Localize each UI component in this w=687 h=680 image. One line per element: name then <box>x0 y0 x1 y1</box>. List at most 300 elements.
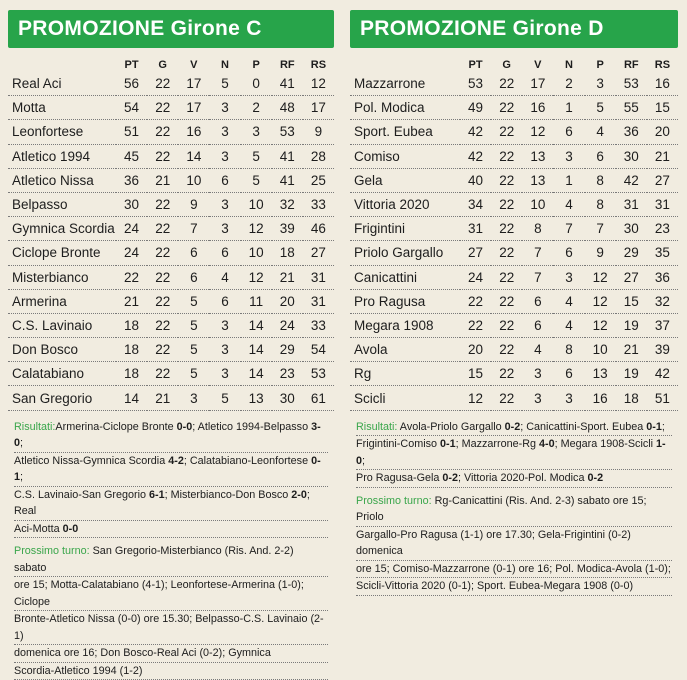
results-line <box>14 521 328 539</box>
table-row <box>8 168 334 192</box>
stat-v: 13 <box>522 168 553 192</box>
team-name: Avola <box>350 338 460 362</box>
stat-pt: 18 <box>116 313 147 337</box>
stat-pt: 20 <box>460 338 491 362</box>
match-score: 0-1 <box>440 438 456 451</box>
stat-pt: 22 <box>116 265 147 289</box>
stat-g: 22 <box>147 338 178 362</box>
stat-g: 22 <box>147 265 178 289</box>
table-row <box>8 289 334 313</box>
results-line <box>356 470 672 488</box>
match-text: ; Vittoria 2020-Pol. Modica <box>458 472 588 485</box>
stat-rf: 30 <box>272 386 303 410</box>
column-header-p: P <box>252 59 260 71</box>
stat-n: 5 <box>209 386 240 410</box>
stat-g: 22 <box>491 120 522 144</box>
stat-rs: 16 <box>647 72 678 96</box>
match-text: ; <box>362 454 366 467</box>
results-line <box>14 419 328 453</box>
stat-g: 22 <box>491 96 522 120</box>
match-score: 6-1 <box>149 488 165 501</box>
match-text: Aci-Motta <box>14 522 63 535</box>
table-row <box>350 144 678 168</box>
stat-g: 22 <box>491 362 522 386</box>
table-row <box>8 192 334 216</box>
match-score: 4-0 <box>539 438 555 451</box>
results-label: Risultati: <box>14 420 56 433</box>
stat-pt: 34 <box>460 192 491 216</box>
table-row <box>350 72 678 96</box>
stat-p: 13 <box>585 362 616 386</box>
team-name: Leonfortese <box>8 120 116 144</box>
stat-g: 22 <box>491 265 522 289</box>
match-score: 4-2 <box>168 454 184 467</box>
stat-rs: 53 <box>303 362 334 386</box>
stat-pt: 40 <box>460 168 491 192</box>
stat-v: 13 <box>522 144 553 168</box>
stat-n: 5 <box>209 72 240 96</box>
stat-rs: 51 <box>647 386 678 410</box>
stat-g: 22 <box>147 313 178 337</box>
stat-n: 3 <box>209 338 240 362</box>
team-name: Pol. Modica <box>350 96 460 120</box>
girone-d-standings-table <box>350 48 678 411</box>
table-row <box>8 144 334 168</box>
table-row <box>8 96 334 120</box>
team-name: Priolo Gargallo <box>350 241 460 265</box>
stat-pt: 22 <box>460 289 491 313</box>
stat-rf: 19 <box>616 313 647 337</box>
next-round-text: Bronte-Atletico Nissa (0-0) ore 15.30; Belpasso-C.S. Lavinaio (2-1) <box>14 613 324 642</box>
stat-rf: 21 <box>272 265 303 289</box>
stat-v: 6 <box>178 241 209 265</box>
stat-rf: 18 <box>616 386 647 410</box>
header-team-blank <box>8 48 116 72</box>
next-round-line <box>14 577 328 611</box>
team-name: Don Bosco <box>8 338 116 362</box>
header-team-blank <box>350 48 460 72</box>
stat-pt: 18 <box>116 338 147 362</box>
stat-rs: 21 <box>647 144 678 168</box>
stat-v: 7 <box>522 265 553 289</box>
stat-p: 2 <box>241 96 272 120</box>
stat-p: 11 <box>241 289 272 313</box>
match-text: ; Calatabiano-Leonfortese <box>183 454 312 467</box>
stat-p: 13 <box>241 386 272 410</box>
stat-pt: 45 <box>116 144 147 168</box>
table-row <box>350 168 678 192</box>
match-text: ; Mazzarrone-Rg <box>455 438 540 451</box>
stat-rs: 54 <box>303 338 334 362</box>
next-round-line <box>14 543 328 577</box>
column-header-rf: RF <box>279 59 295 71</box>
table-row <box>8 338 334 362</box>
stat-pt: 31 <box>460 217 491 241</box>
stat-rs: 33 <box>303 313 334 337</box>
stat-rf: 27 <box>616 265 647 289</box>
stat-g: 22 <box>147 217 178 241</box>
match-score: 2-0 <box>291 488 307 501</box>
stat-pt: 24 <box>460 265 491 289</box>
stat-p: 3 <box>241 120 272 144</box>
stat-rf: 24 <box>272 313 303 337</box>
stat-g: 21 <box>147 386 178 410</box>
stat-pt: 42 <box>460 120 491 144</box>
stat-g: 22 <box>491 72 522 96</box>
table-row <box>8 313 334 337</box>
match-score: 0-2 <box>504 420 521 433</box>
match-text: Frigintini-Comiso <box>356 438 440 451</box>
team-name: Rg <box>350 362 460 386</box>
match-text: ; Megara 1908-Scicli <box>554 438 657 451</box>
stat-n: 4 <box>553 313 584 337</box>
column-header-n: N <box>221 59 229 71</box>
stat-p: 12 <box>585 265 616 289</box>
next-round-label: Prossimo turno: <box>14 545 90 558</box>
girone-c-title: PROMOZIONE Girone C <box>8 10 334 48</box>
stat-n: 4 <box>209 265 240 289</box>
stat-rf: 15 <box>616 289 647 313</box>
stat-p: 14 <box>241 362 272 386</box>
team-name: Pro Ragusa <box>350 289 460 313</box>
stat-v: 9 <box>178 192 209 216</box>
stat-g: 22 <box>147 362 178 386</box>
stat-v: 17 <box>522 72 553 96</box>
stat-rf: 53 <box>616 72 647 96</box>
stat-rf: 20 <box>272 289 303 313</box>
table-row <box>8 72 334 96</box>
stat-rf: 41 <box>272 72 303 96</box>
match-score: 3-0 <box>14 420 321 450</box>
stat-rf: 30 <box>616 144 647 168</box>
stat-rf: 18 <box>272 241 303 265</box>
table-row <box>350 289 678 313</box>
stat-g: 22 <box>491 217 522 241</box>
match-score: 0-2 <box>587 472 604 485</box>
match-text: ; <box>661 420 665 433</box>
stat-p: 8 <box>585 192 616 216</box>
stat-rs: 32 <box>647 289 678 313</box>
stat-pt: 49 <box>460 96 491 120</box>
match-text: C.S. Lavinaio-San Gregorio <box>14 488 150 501</box>
stat-g: 22 <box>491 338 522 362</box>
stat-n: 4 <box>553 289 584 313</box>
team-name: Armerina <box>8 289 116 313</box>
team-name: Motta <box>8 96 116 120</box>
stat-g: 22 <box>491 313 522 337</box>
stat-rs: 42 <box>647 362 678 386</box>
table-row <box>350 265 678 289</box>
stat-rs: 20 <box>647 120 678 144</box>
column-header-rs: RS <box>654 59 671 71</box>
stat-p: 10 <box>585 338 616 362</box>
stat-rf: 55 <box>616 96 647 120</box>
stat-rs: 37 <box>647 313 678 337</box>
stat-g: 22 <box>147 96 178 120</box>
results-line <box>356 436 672 470</box>
stat-v: 10 <box>522 192 553 216</box>
table-row <box>350 120 678 144</box>
match-score: 0-0 <box>62 522 79 535</box>
team-name: Gela <box>350 168 460 192</box>
stat-n: 3 <box>209 120 240 144</box>
stat-n: 6 <box>209 241 240 265</box>
stat-pt: 14 <box>116 386 147 410</box>
stat-g: 22 <box>147 241 178 265</box>
stat-p: 5 <box>241 144 272 168</box>
team-name: Gymnica Scordia <box>8 217 116 241</box>
stat-p: 4 <box>585 120 616 144</box>
table-row <box>8 217 334 241</box>
stat-rs: 17 <box>303 96 334 120</box>
team-name: C.S. Lavinaio <box>8 313 116 337</box>
table-row <box>350 192 678 216</box>
next-round-line <box>14 645 328 663</box>
team-name: Mazzarrone <box>350 72 460 96</box>
team-name: Vittoria 2020 <box>350 192 460 216</box>
stat-pt: 51 <box>116 120 147 144</box>
stat-v: 5 <box>178 362 209 386</box>
stat-rf: 36 <box>616 120 647 144</box>
stat-pt: 22 <box>460 313 491 337</box>
stat-p: 9 <box>585 241 616 265</box>
stat-n: 1 <box>553 96 584 120</box>
team-name: Belpasso <box>8 192 116 216</box>
girone-c-standings-table <box>8 48 334 411</box>
table-row <box>8 241 334 265</box>
table-row <box>8 386 334 410</box>
stat-pt: 53 <box>460 72 491 96</box>
stat-v: 3 <box>522 386 553 410</box>
stat-n: 4 <box>553 192 584 216</box>
stat-n: 6 <box>209 289 240 313</box>
stat-n: 3 <box>209 144 240 168</box>
column-header-v: V <box>534 59 542 71</box>
match-text: ; Canicattini-Sport. Eubea <box>520 420 647 433</box>
team-name: Megara 1908 <box>350 313 460 337</box>
stat-pt: 42 <box>460 144 491 168</box>
match-text: ; <box>20 437 24 450</box>
stat-v: 5 <box>178 289 209 313</box>
stat-rf: 41 <box>272 168 303 192</box>
stat-p: 12 <box>585 289 616 313</box>
stat-rf: 29 <box>616 241 647 265</box>
stat-rs: 25 <box>303 168 334 192</box>
stat-n: 3 <box>209 362 240 386</box>
stat-n: 6 <box>553 362 584 386</box>
stat-v: 17 <box>178 96 209 120</box>
results-line <box>14 487 328 521</box>
stat-g: 22 <box>491 241 522 265</box>
stat-n: 6 <box>553 241 584 265</box>
stat-rs: 36 <box>647 265 678 289</box>
stat-pt: 36 <box>116 168 147 192</box>
girone-c-results <box>8 411 334 680</box>
stat-rf: 32 <box>272 192 303 216</box>
stat-p: 14 <box>241 313 272 337</box>
stat-pt: 56 <box>116 72 147 96</box>
stat-n: 3 <box>209 96 240 120</box>
stat-rs: 35 <box>647 241 678 265</box>
match-score: 0-0 <box>176 420 193 433</box>
stat-rs: 12 <box>303 72 334 96</box>
stat-v: 6 <box>522 313 553 337</box>
stat-v: 3 <box>178 386 209 410</box>
stat-v: 16 <box>522 96 553 120</box>
stat-rf: 23 <box>272 362 303 386</box>
stat-v: 3 <box>522 362 553 386</box>
girone-c-panel <box>8 10 334 680</box>
stat-n: 3 <box>209 217 240 241</box>
team-name: Misterbianco <box>8 265 116 289</box>
stat-v: 5 <box>178 338 209 362</box>
stat-g: 22 <box>147 144 178 168</box>
match-text: Pro Ragusa-Gela <box>356 472 443 485</box>
team-name: Ciclope Bronte <box>8 241 116 265</box>
stat-rf: 31 <box>616 192 647 216</box>
stat-rf: 29 <box>272 338 303 362</box>
stat-v: 17 <box>178 72 209 96</box>
stat-n: 7 <box>553 217 584 241</box>
stat-pt: 30 <box>116 192 147 216</box>
stat-n: 3 <box>553 144 584 168</box>
stat-g: 22 <box>147 120 178 144</box>
column-header-g: G <box>158 59 167 71</box>
stat-rs: 39 <box>647 338 678 362</box>
team-name: Real Aci <box>8 72 116 96</box>
stat-pt: 24 <box>116 217 147 241</box>
team-name: Comiso <box>350 144 460 168</box>
next-round-text: domenica ore 16; Don Bosco-Real Aci (0-2); Gymnica <box>14 647 271 660</box>
team-name: Frigintini <box>350 217 460 241</box>
stat-pt: 54 <box>116 96 147 120</box>
stat-g: 22 <box>147 72 178 96</box>
table-row <box>350 313 678 337</box>
match-text: ; Atletico 1994-Belpasso <box>192 420 312 433</box>
match-score: 0-1 <box>646 420 662 433</box>
match-score: 1-0 <box>356 438 666 467</box>
match-text: ; <box>20 471 24 484</box>
results-label: Risultati: <box>356 420 398 433</box>
next-round-line <box>356 578 672 596</box>
next-round-text: Scicli-Vittoria 2020 (0-1); Sport. Eubea-Megara 1908 (0-0) <box>356 580 634 593</box>
stat-n: 6 <box>553 120 584 144</box>
stat-rf: 30 <box>616 217 647 241</box>
stat-p: 10 <box>241 192 272 216</box>
stat-rs: 33 <box>303 192 334 216</box>
stat-p: 12 <box>585 313 616 337</box>
table-row <box>350 241 678 265</box>
stat-n: 3 <box>209 192 240 216</box>
girone-d-results <box>350 411 678 596</box>
stat-pt: 21 <box>116 289 147 313</box>
stat-v: 6 <box>178 265 209 289</box>
stat-n: 3 <box>553 265 584 289</box>
stat-n: 1 <box>553 168 584 192</box>
next-round-text: ore 15; Motta-Calatabiano (4-1); Leonfortese-Armerina (1-0); Ciclope <box>14 579 304 608</box>
stat-rs: 27 <box>647 168 678 192</box>
stat-rf: 39 <box>272 217 303 241</box>
stat-g: 22 <box>147 289 178 313</box>
next-round-text: Gargallo-Pro Ragusa (1-1) ore 17.30; Gela-Frigintini (0-2) domenica <box>356 528 631 558</box>
next-round-label: Prossimo turno: <box>356 494 432 507</box>
stat-pt: 27 <box>460 241 491 265</box>
stat-p: 14 <box>241 338 272 362</box>
team-name: Sport. Eubea <box>350 120 460 144</box>
column-header-p: P <box>596 59 604 71</box>
stat-v: 10 <box>178 168 209 192</box>
match-score: 0-1 <box>14 454 321 484</box>
stat-rf: 21 <box>616 338 647 362</box>
results-line <box>14 453 328 487</box>
match-score: 0-2 <box>442 472 459 485</box>
stat-p: 5 <box>585 96 616 120</box>
stat-v: 5 <box>178 313 209 337</box>
next-round-line <box>356 561 672 579</box>
column-header-v: V <box>190 59 198 71</box>
stat-p: 12 <box>241 265 272 289</box>
stat-v: 12 <box>522 120 553 144</box>
stat-rf: 53 <box>272 120 303 144</box>
stat-p: 6 <box>585 144 616 168</box>
stat-g: 22 <box>491 144 522 168</box>
stat-g: 21 <box>147 168 178 192</box>
stat-v: 8 <box>522 217 553 241</box>
stat-pt: 15 <box>460 362 491 386</box>
stat-v: 6 <box>522 289 553 313</box>
table-row <box>350 362 678 386</box>
stat-rs: 9 <box>303 120 334 144</box>
next-round-line <box>356 493 672 527</box>
stat-n: 2 <box>553 72 584 96</box>
stat-rs: 27 <box>303 241 334 265</box>
stat-pt: 24 <box>116 241 147 265</box>
stat-rs: 15 <box>647 96 678 120</box>
team-name: Calatabiano <box>8 362 116 386</box>
table-row <box>8 265 334 289</box>
team-name: San Gregorio <box>8 386 116 410</box>
girone-d-title: PROMOZIONE Girone D <box>350 10 678 48</box>
table-row <box>350 386 678 410</box>
match-text: Atletico Nissa-Gymnica Scordia <box>14 454 169 467</box>
stat-pt: 18 <box>116 362 147 386</box>
team-name: Canicattini <box>350 265 460 289</box>
stat-p: 16 <box>585 386 616 410</box>
column-header-n: N <box>565 59 573 71</box>
stat-v: 7 <box>522 241 553 265</box>
next-round-line <box>356 527 672 561</box>
stat-rs: 46 <box>303 217 334 241</box>
stat-v: 4 <box>522 338 553 362</box>
stat-p: 12 <box>241 217 272 241</box>
results-line <box>356 419 672 437</box>
stat-v: 7 <box>178 217 209 241</box>
table-header-row <box>8 48 334 72</box>
match-text: Armerina-Ciclope Bronte <box>55 420 177 433</box>
stat-p: 7 <box>585 217 616 241</box>
table-row <box>350 338 678 362</box>
column-header-pt: PT <box>468 59 483 71</box>
match-text: ; Real <box>14 488 310 518</box>
stat-rs: 31 <box>303 289 334 313</box>
stat-n: 3 <box>553 386 584 410</box>
table-row <box>8 120 334 144</box>
stat-g: 22 <box>491 168 522 192</box>
stat-p: 0 <box>241 72 272 96</box>
stat-rs: 61 <box>303 386 334 410</box>
team-name: Scicli <box>350 386 460 410</box>
stat-rf: 42 <box>616 168 647 192</box>
